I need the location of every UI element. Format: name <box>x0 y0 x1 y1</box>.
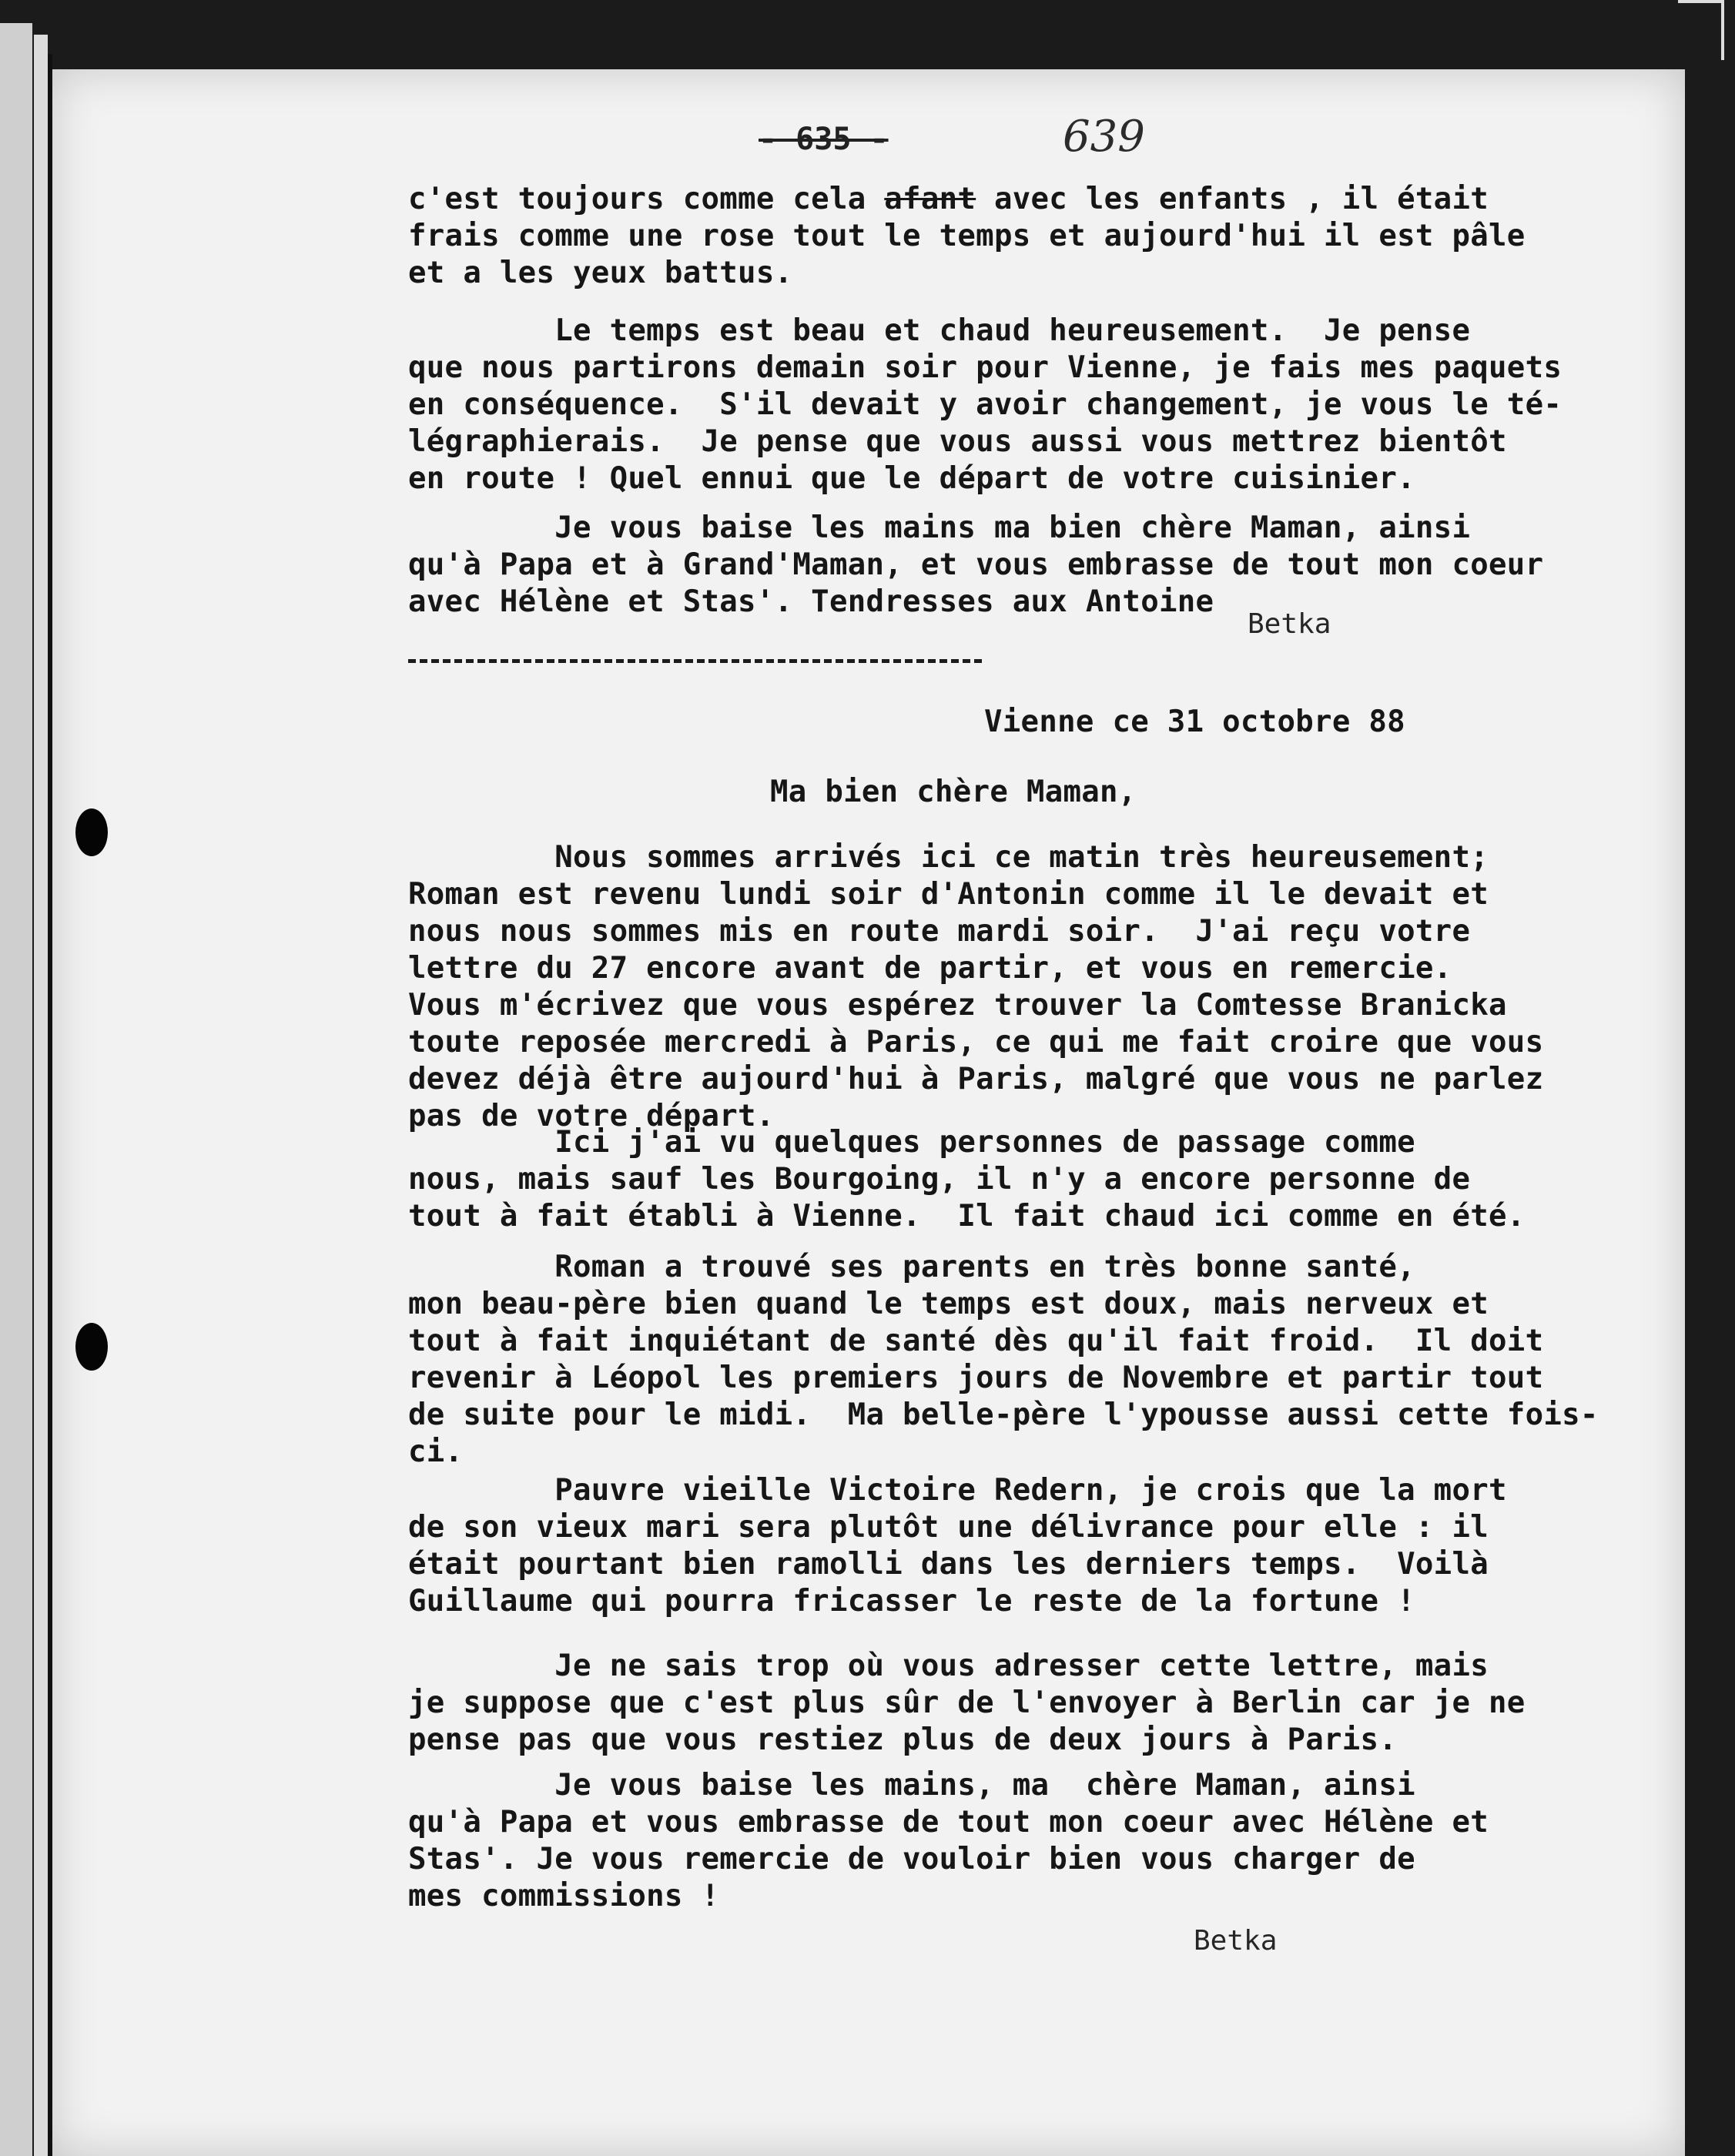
punch-hole <box>75 808 108 856</box>
crop-mark-tick <box>1721 49 1724 60</box>
letter1-para2: Le temps est beau et chaud heureusement. Je pense que nous partirons demain soir pour Vienne, je fais mes paquets en conséquence. S'il devait y avoir changement, je vous le té- légraphierais. Je pense que vous aussi vous mettrez bientôt en route ! Quel ennui que le départ de votre cuisinier. <box>408 313 1563 496</box>
handwritten-page-number: 639 <box>1063 112 1145 162</box>
letter2-para6: Je vous baise les mains, ma chère Maman, ainsi qu'à Papa et vous embrasse de tout mon coeur avec Hélène et Stas'. Je vous remercie de vouloir bien vous charger de mes commissions ! <box>408 1768 1489 1913</box>
letter-separator <box>408 659 982 663</box>
letter1-para1: c'est toujours comme cela afant avec les enfants , il était frais comme une rose tout le temps et aujourd'hui il est pâle et a les yeux battus. <box>408 182 1526 290</box>
page-stack-edge <box>34 35 48 2156</box>
letter1-para3: Je vous baise les mains ma bien chère Maman, ainsi qu'à Papa et à Grand'Maman, et vous embrasse de tout mon coeur avec Hélène et Stas'. Tendresses aux Antoine <box>408 511 1544 619</box>
letter2-para3: Roman a trouvé ses parents en très bonne santé, mon beau-père bien quand le temps est doux, mais nerveux et tout à fait inquiétant de santé dès qu'il fait froid. Il doit revenir à Léopol les premiers jours de Novembre et partir tout de suite pour le midi. Ma belle-père l'ypousse aussi cette fois- ci. <box>408 1250 1599 1469</box>
letter2-para2: Ici j'ai vu quelques personnes de passage comme nous, mais sauf les Bourgoing, il n'y a encore personne de tout à fait établi à Vienne. Il fait chaud ici comme en été. <box>408 1125 1526 1234</box>
letter2-signature: Betka <box>1194 1925 1278 1957</box>
dateline: Vienne ce 31 octobre 88 <box>984 705 1405 739</box>
letter2-para5: Je ne sais trop où vous adresser cette lettre, mais je suppose que c'est plus sûr de l'envoyer à Berlin car je ne pense pas que vous restiez plus de deux jours à Paris. <box>408 1649 1526 1757</box>
salutation: Ma bien chère Maman, <box>770 775 1137 809</box>
letter2-para1: Nous sommes arrivés ici ce matin très heureusement; Roman est revenu lundi soir d'Antonin comme il le devait et nous nous sommes mis en route mardi soir. J'ai reçu votre lettre du 27 encore avant de partir, et vous en remercie. Vous m'écrivez que vous espérez trouver la Comtesse Branicka toute reposée mercredi à Paris, ce qui me fait croire que vous devez déjà être aujourd'hui à Paris, malgré que vous ne parlez pas de votre départ. <box>408 840 1544 1133</box>
page-stack-edge <box>0 23 32 2156</box>
punch-hole <box>75 1323 108 1371</box>
letter2-para4: Pauvre vieille Victoire Redern, je crois que la mort de son vieux mari sera plutôt une délivrance pour elle : il était pourtant bien ramolli dans les derniers temps. Voilà Guillaume qui pourra fricasser le reste de la fortune ! <box>408 1473 1507 1619</box>
letter1-signature: Betka <box>1248 608 1331 640</box>
typed-page-number: - 635 - <box>759 122 889 157</box>
crop-mark <box>1678 0 1724 52</box>
